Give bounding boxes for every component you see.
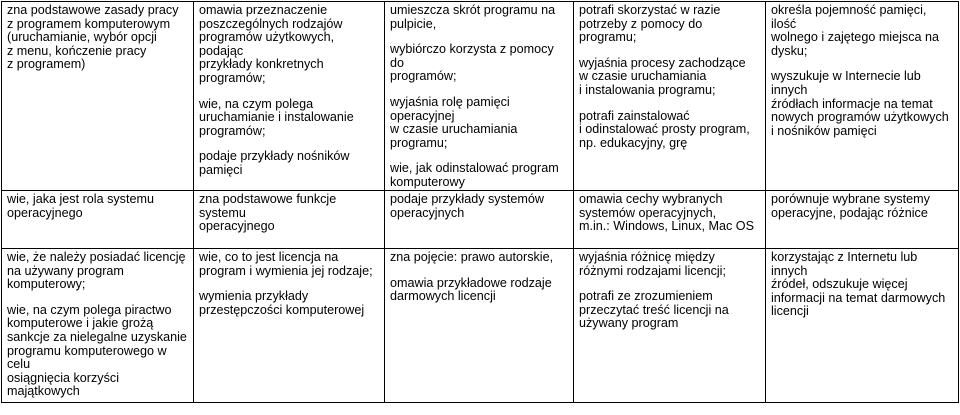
table-cell [574,2,766,191]
table-cell [194,191,385,249]
table-cell [2,249,194,403]
cell-paragraph: omawia cechy wybranych systemów operacyjnych, m.in.: Windows, Linux, Mac OS [579,192,754,234]
cell-paragraph: podaje przykłady systemów operacyjnych [390,192,544,220]
cell-paragraph: zna podstawowe zasady pracy z programem komputerowym (uruchamianie, wybór opcji z menu, kończenie pracy z programem) [7,3,179,72]
requirements-table-body [2,2,959,403]
table-cell [194,249,385,403]
requirements-table [1,1,959,403]
table-cell [194,2,385,191]
table-cell [385,2,574,191]
cell-paragraph: wie, na czym polega piractwo komputerowe i jakie grożą sankcje za nielegalne uzyskanie programu komputerowego w celu osiągnięcia korzyści majątkowych [7,302,187,399]
cell-paragraph: omawia przykładowe rodzaje darmowych licencji [390,275,552,304]
cell-paragraph: wie, że należy posiadać licencję na używany program komputerowy; [7,250,186,292]
cell-paragraph: wybiórczo korzysta z pomocy do programów; [390,42,554,84]
table-cell [2,2,194,191]
table-cell [2,191,194,249]
cell-paragraph: podaje przykłady nośników pamięci [199,149,350,177]
cell-paragraph: potrafi skorzystać w razie potrzeby z pomocy do programu; [579,3,721,45]
cell-paragraph: wyjaśnia rolę pamięci operacyjnej w czasie uruchamiania programu; [390,94,518,150]
cell-paragraph: wie, na czym polega uruchamianie i instalowanie programów; [199,96,354,138]
cell-paragraph: wie, jak odinstalować program komputerowy [390,161,559,189]
cell-paragraph: wyszukuje w Internecie lub innych źródłach informacje na temat nowych programów użytkowych i nośników pamięci [771,69,949,138]
table-cell [385,191,574,249]
table-row [2,249,959,403]
cell-paragraph: korzystając z Internetu lub innych źródeł, odszukuje więcej informacji na temat darmowych licencji [771,250,946,319]
cell-paragraph: porównuje wybrane systemy operacyjne, podając różnice [771,192,930,220]
table-row [2,191,959,249]
cell-paragraph: zna pojęcie: prawo autorskie, [390,250,554,264]
cell-paragraph: wyjaśnia procesy zachodzące w czasie uruchamiania i instalowania programu; [579,55,746,97]
cell-paragraph: wie, co to jest licencja na program i wymienia jej rodzaje; [199,250,373,278]
cell-paragraph: wie, jaka jest rola systemu operacyjnego [7,192,154,220]
cell-paragraph: wyjaśnia różnicę między różnymi rodzajami licencji; [579,250,726,278]
table-cell [574,191,766,249]
cell-paragraph: potrafi zainstalować i odinstalować prosty program, np. edukacyjny, grę [579,108,750,150]
table-cell [574,249,766,403]
cell-paragraph: omawia przeznaczenie poszczególnych rodzajów programów użytkowych, podając przykłady konkretnych programów; [199,3,343,85]
cell-paragraph: potrafi ze zrozumieniem przeczytać treść licencji na używany program [579,289,729,331]
cell-paragraph: zna podstawowe funkcje systemu operacyjnego [199,192,337,234]
table-cell [766,191,959,249]
table-cell [766,2,959,191]
table-cell [766,249,959,403]
table-cell [385,249,574,403]
cell-paragraph: wymienia przykłady przestępczości komputerowej [199,289,365,317]
cell-paragraph: umieszcza skrót programu na pulpicie, [390,3,556,31]
cell-paragraph: określa pojemność pamięci, ilość wolnego i zajętego miejsca na dysku; [771,3,940,58]
table-row [2,2,959,191]
